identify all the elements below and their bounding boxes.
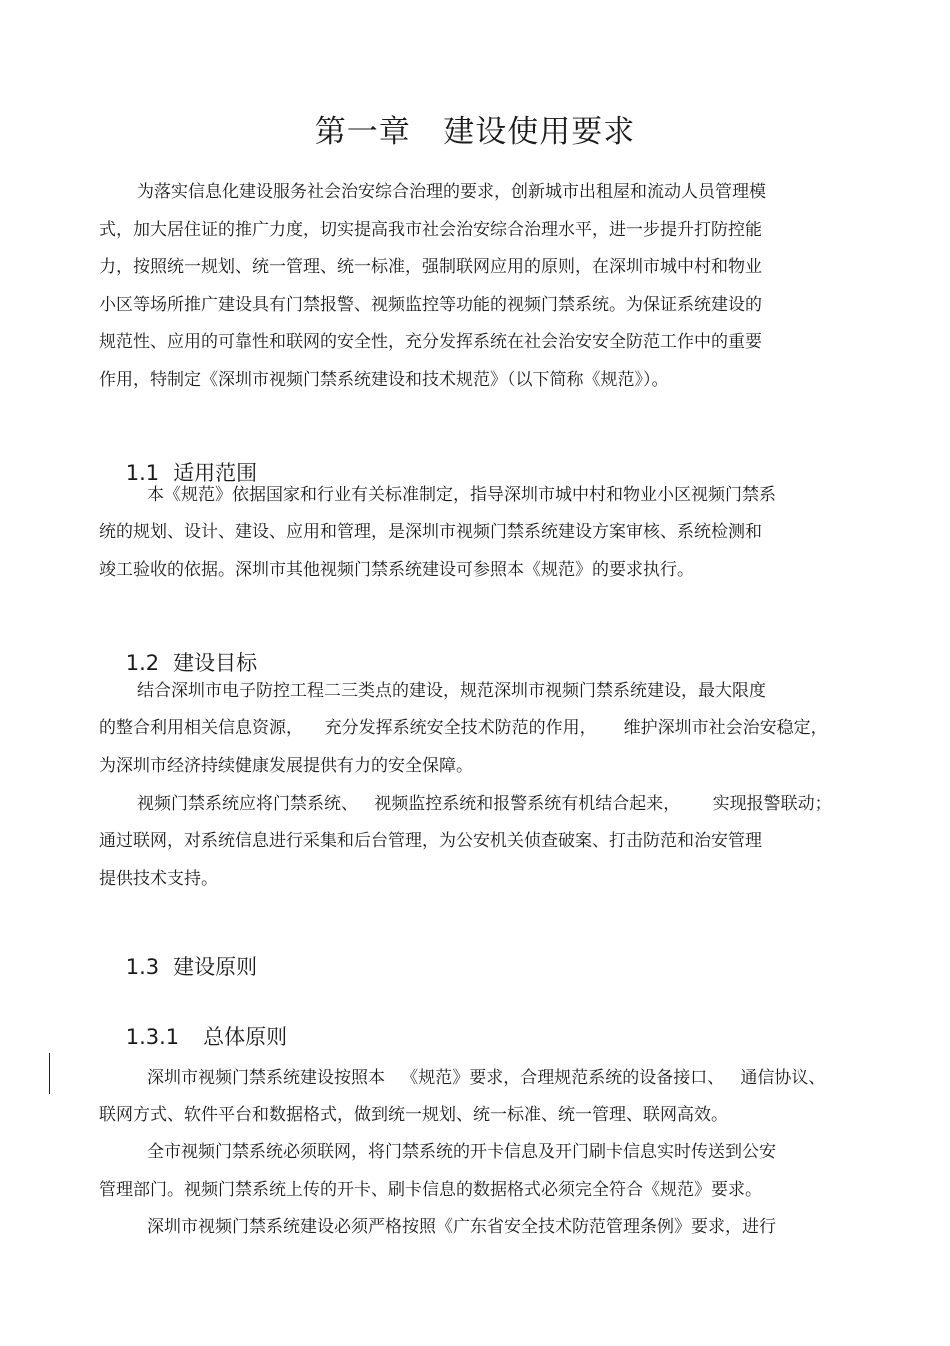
paragraph-line: 竣工验收的依据。深圳市其他视频门禁系统建设可参照本《规范》的要求执行。 bbox=[99, 560, 694, 580]
paragraph-line: 全市视频门禁系统必须联网，将门禁系统的开卡信息及开门刷卡信息实时传送到公安 bbox=[147, 1142, 776, 1162]
paragraph-line: 提供技术支持。 bbox=[99, 869, 218, 889]
section-title: 建设原则 bbox=[173, 955, 258, 979]
paragraph-line: 管理部门。视频门禁系统上传的开卡、刷卡信息的数据格式必须完全符合《规范》要求。 bbox=[99, 1180, 762, 1200]
intro-line: 规范性、应用的可靠性和联网的安全性，充分发挥系统在社会治安安全防范工作中的重要 bbox=[99, 332, 762, 352]
section-number: 1.3.1 bbox=[125, 1025, 180, 1049]
intro-line: 作用，特制定《深圳市视频门禁系统建设和技术规范》（以下简称《规范》）。 bbox=[99, 370, 669, 390]
section-heading-1-3 bbox=[99, 931, 257, 1003]
paragraph-line: 视频门禁系统应将门禁系统、 视频监控系统和报警系统有机结合起来， 实现报警联动； bbox=[137, 794, 832, 814]
paragraph-line: 统的规划、设计、建设、应用和管理，是深圳市视频门禁系统建设方案审核、系统检测和 bbox=[99, 522, 762, 542]
section-title: 适用范围 bbox=[173, 461, 258, 485]
paragraph-line: 本《规范》依据国家和行业有关标准制定，指导深圳市城中村和物业小区视频门禁系 bbox=[147, 485, 776, 505]
paragraph-line: 深圳市视频门禁系统建设按照本 《规范》要求，合理规范系统的设备接口、 通信协议、 bbox=[147, 1068, 826, 1088]
intro-line: 为落实信息化建设服务社会治安综合治理的要求，创新城市出租屋和流动人员管理模 bbox=[137, 182, 766, 202]
paragraph-line: 的整合利用相关信息资源， 充分发挥系统安全技术防范的作用， 维护深圳市社会治安稳定， bbox=[99, 718, 828, 738]
chapter-title: 第一章 建设使用要求 bbox=[314, 114, 636, 150]
section-title: 总体原则 bbox=[203, 1025, 288, 1049]
section-title: 建设目标 bbox=[173, 651, 258, 675]
section-number: 1.3 bbox=[125, 955, 160, 979]
section-number: 1.2 bbox=[125, 651, 160, 675]
section-number: 1.1 bbox=[125, 461, 160, 485]
paragraph-line: 联网方式、软件平台和数据格式，做到统一规划、统一标准、统一管理、联网高效。 bbox=[99, 1105, 728, 1125]
intro-line: 式，加大居住证的推广力度，切实提高我市社会治安综合治理水平，进一步提升打防控能 bbox=[99, 220, 762, 240]
paragraph-line: 通过联网，对系统信息进行采集和后台管理，为公安机关侦查破案、打击防范和治安管理 bbox=[99, 831, 762, 851]
margin-change-bar bbox=[49, 1053, 50, 1094]
paragraph-line: 为深圳市经济持续健康发展提供有力的安全保障。 bbox=[99, 756, 473, 776]
section-heading-1-3-1 bbox=[99, 1001, 287, 1073]
paragraph-line: 结合深圳市电子防控工程二三类点的建设，规范深圳市视频门禁系统建设，最大限度 bbox=[137, 681, 766, 701]
intro-line: 力，按照统一规划、统一管理、统一标准，强制联网应用的原则，在深圳市城中村和物业 bbox=[99, 257, 762, 277]
paragraph-line: 深圳市视频门禁系统建设必须严格按照《广东省安全技术防范管理条例》要求，进行 bbox=[147, 1217, 776, 1237]
intro-line: 小区等场所推广建设具有门禁报警、视频监控等功能的视频门禁系统。为保证系统建设的 bbox=[99, 295, 762, 315]
